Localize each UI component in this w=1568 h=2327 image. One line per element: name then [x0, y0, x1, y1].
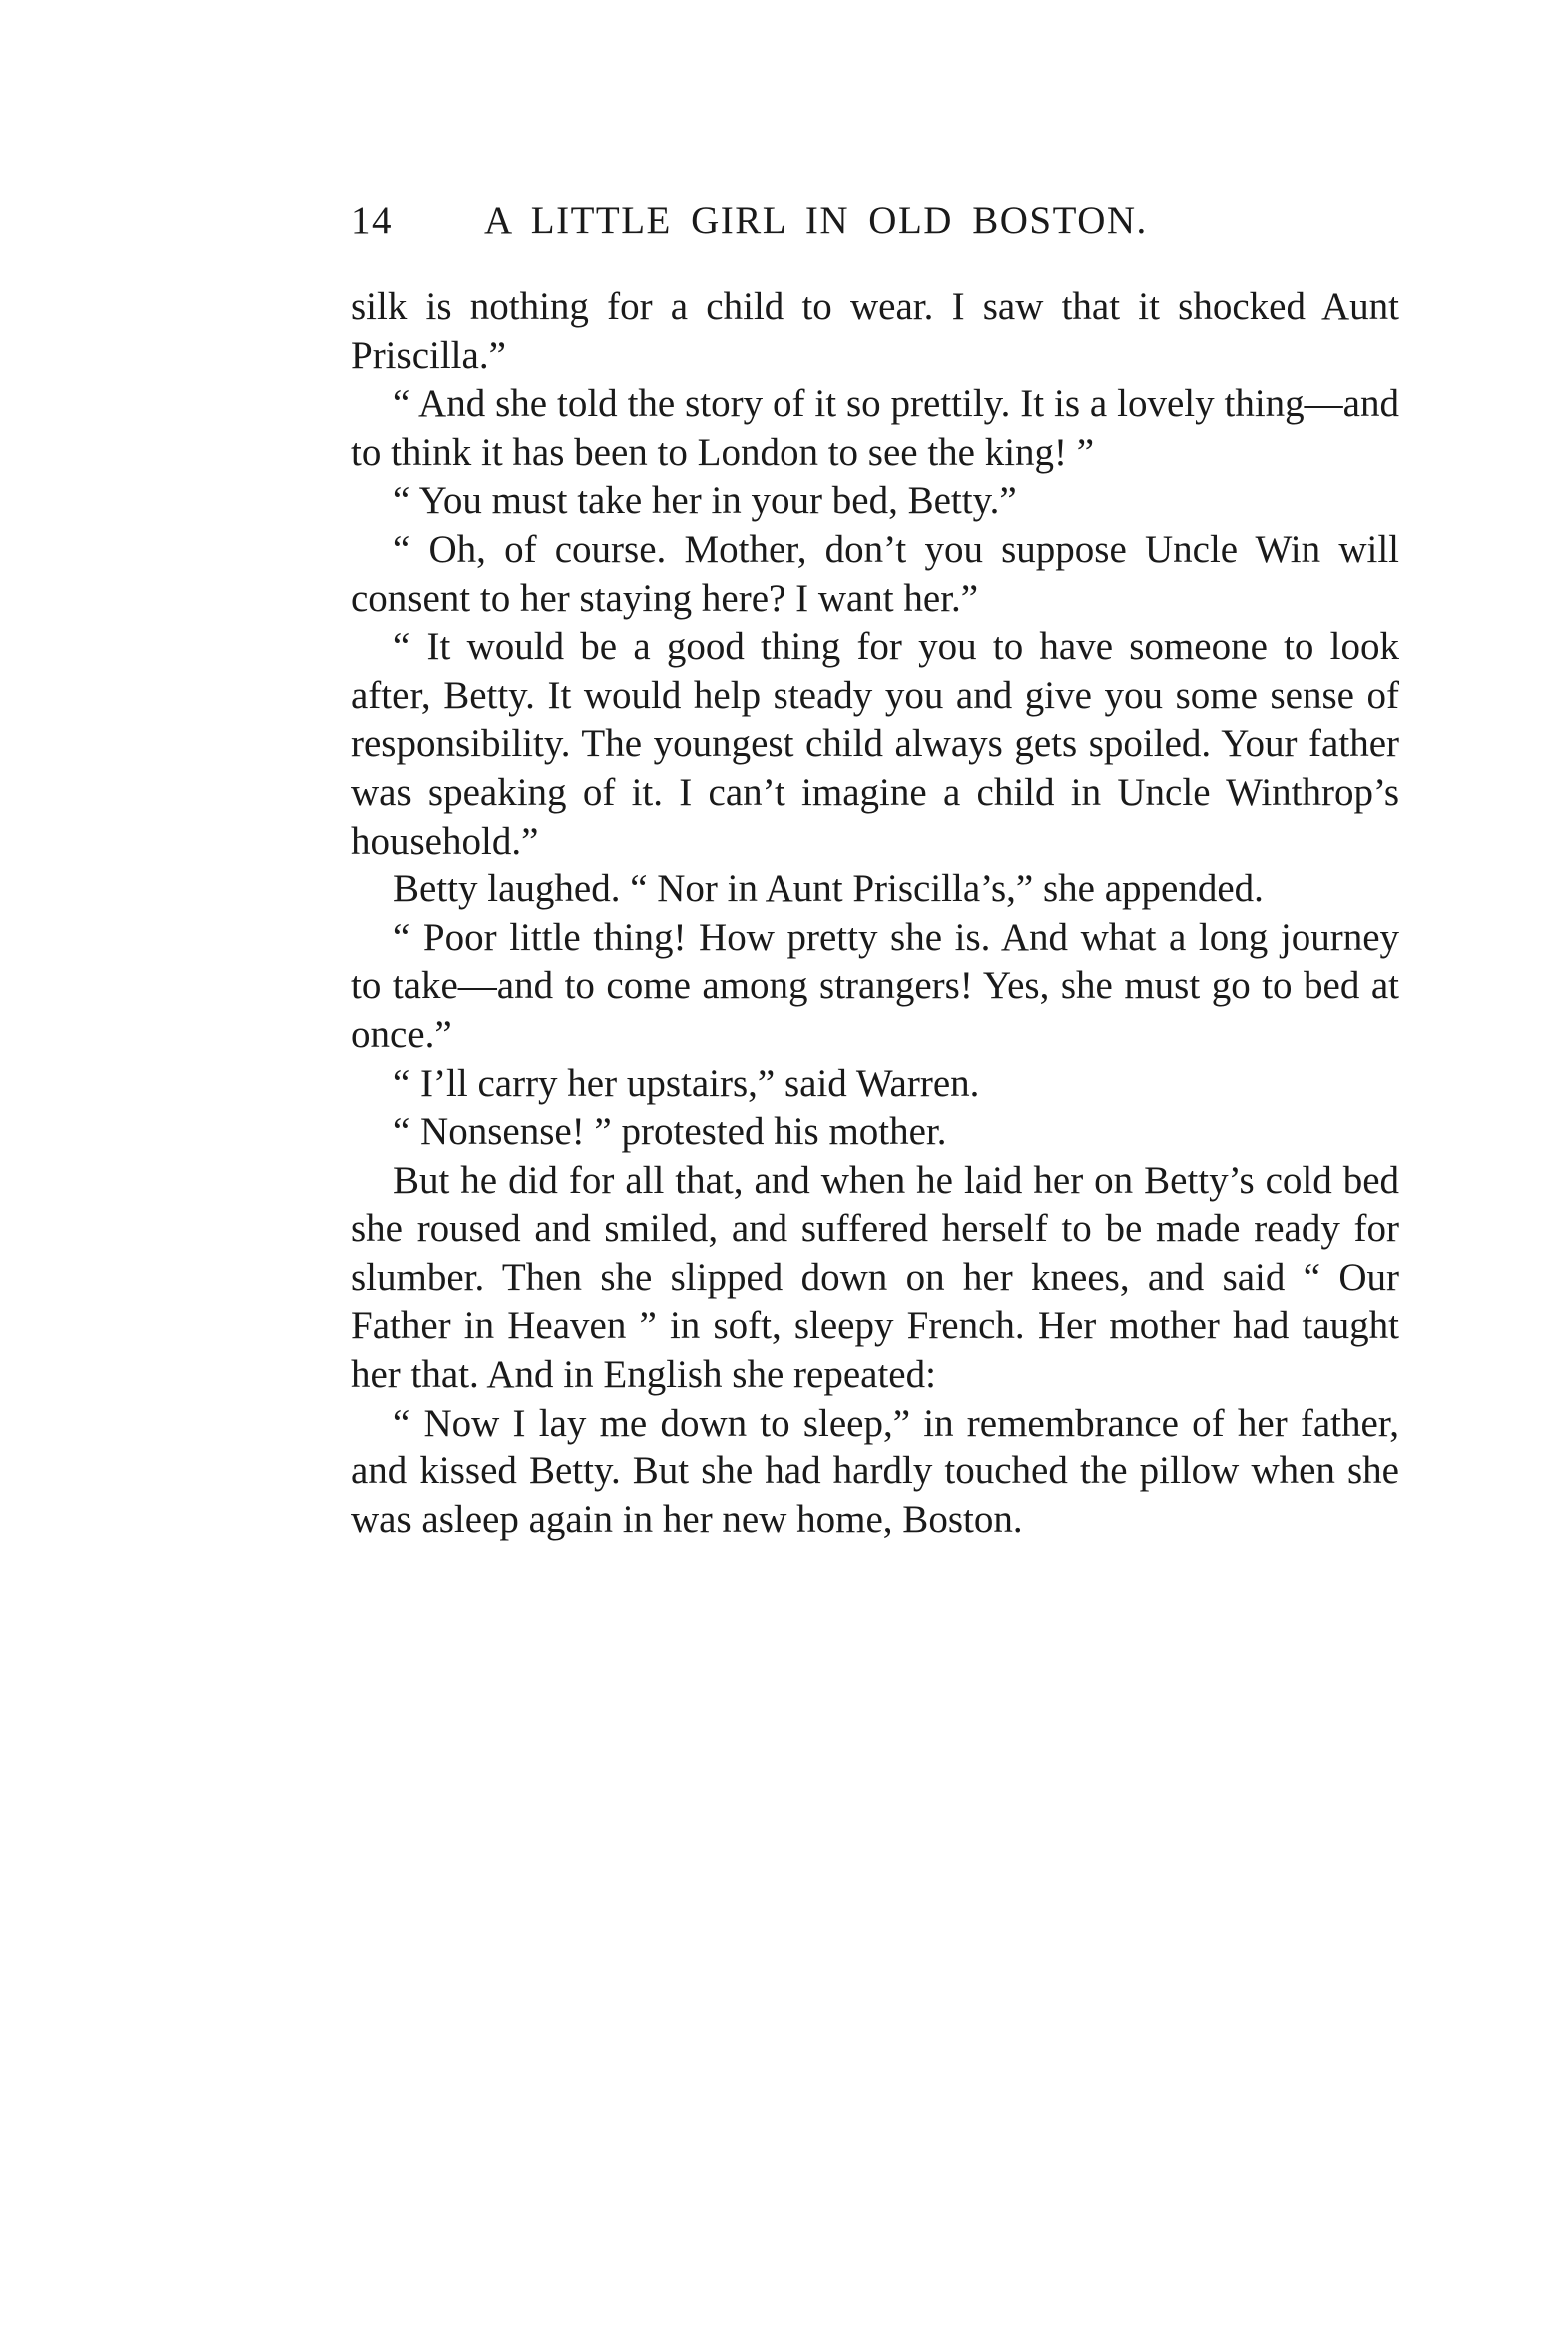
running-header [351, 198, 1399, 258]
paragraph: “ Nonsense! ” protested his mother. [393, 1110, 947, 1154]
paragraph: “ You must take her in your bed, Betty.” [393, 479, 1017, 523]
paragraph: “ Oh, of course. Mother, don’t you suppose Uncle Win will consent to her staying here? I want her.” [351, 527, 1399, 620]
paragraph: “ I’ll carry her upstairs,” said Warren. [393, 1061, 980, 1105]
paragraph: “ Poor little thing! How pretty she is. And what a long journey to take—and to come among strangers! Yes, she must go to bed at once.” [351, 915, 1399, 1056]
paragraph: Betty laughed. “ Nor in Aunt Priscilla’s,” she appended. [393, 868, 1264, 911]
running-title: A LITTLE GIRL IN OLD BOSTON. [484, 199, 1148, 242]
paragraph: But he did for all that, and when he laid her on Betty’s cold bed she roused and smiled, and suffered herself to be made ready for slumber. Then she slipped down on her knees, and said “ Our Father in Heaven ” in soft, sleepy French. Her mother had taught her that. And in English she repeated: [351, 1158, 1399, 1397]
paragraph: silk is nothing for a child to wear. I saw that it shocked Aunt Priscilla.” [351, 286, 1399, 377]
paragraph: “ It would be a good thing for you to have someone to look after, Betty. It would help steady you and give you some sense of responsibility. The youngest child always gets spoiled. Your father was speaking of it. I can’t imagine a child in Uncle Winthrop’s household.” [351, 625, 1399, 863]
paragraph: “ And she told the story of it so prettily. It is a lovely thing—and to think it has been to London to see the king! ” [351, 382, 1399, 474]
page-number: 14 [351, 199, 393, 242]
body-text [351, 284, 1399, 1544]
paragraph: “ Now I lay me down to sleep,” in remembrance of her father, and kissed Betty. But she had hardly touched the pillow when she was asleep again in her new home, Boston. [351, 1401, 1399, 1541]
